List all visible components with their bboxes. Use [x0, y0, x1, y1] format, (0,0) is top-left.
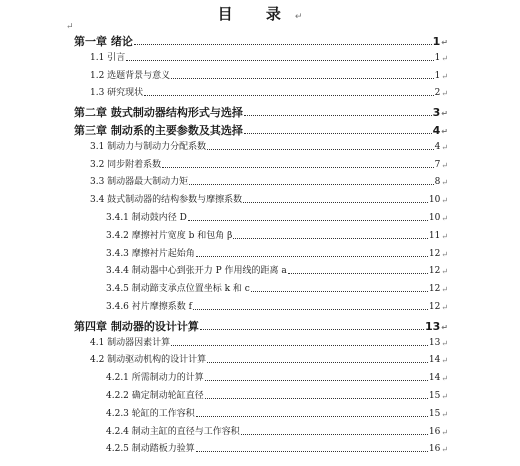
paragraph-mark-icon: ↵	[441, 338, 448, 348]
toc-entry-page-number: 10	[428, 213, 441, 223]
dot-leader	[244, 132, 432, 134]
paragraph-mark-icon: ↵	[441, 231, 448, 241]
paragraph-mark-icon: ↵	[66, 22, 74, 32]
toc-entry-page-number: 14	[428, 373, 441, 384]
toc-entry-label: 4.2.4 制动主缸的直径与工作容积	[106, 426, 240, 437]
toc-entry-label: 3.4.5 制动蹄支承点位置坐标 k 和 c	[106, 284, 250, 295]
toc-entry[interactable]	[106, 410, 448, 419]
toc-entry-label: 3.2 同步附着系数	[90, 159, 162, 170]
paragraph-mark-icon: ↵	[441, 53, 448, 63]
paragraph-mark-icon: ↵	[441, 303, 448, 312]
toc-entry[interactable]	[90, 356, 448, 365]
toc-entry-label: 第二章 鼓式制动器结构形式与选择	[74, 106, 243, 120]
toc-entry-page-number: 13	[424, 319, 441, 333]
paragraph-mark-icon: ↵	[441, 214, 448, 223]
toc-entry[interactable]	[74, 36, 448, 47]
toc-entry[interactable]	[106, 392, 448, 401]
toc-entry-label: 第一章 绪论	[74, 35, 133, 48]
paragraph-mark-icon: ↵	[441, 445, 448, 455]
toc-entry[interactable]	[90, 143, 448, 152]
toc-entry[interactable]	[90, 339, 448, 348]
toc-entry-label: 3.3 制动器最大制动力矩	[90, 177, 189, 188]
toc-entry[interactable]	[106, 285, 448, 294]
toc-entry[interactable]	[90, 72, 448, 81]
toc-entry-page-number: 3	[432, 106, 441, 120]
toc-entry[interactable]	[106, 428, 448, 437]
dot-leader	[162, 166, 433, 168]
dot-leader	[171, 344, 428, 346]
toc-entry[interactable]	[90, 89, 448, 98]
toc-entry[interactable]	[74, 125, 448, 136]
toc-entry[interactable]	[106, 445, 448, 454]
toc-entry-label: 4.1 制动器因素计算	[90, 337, 171, 348]
paragraph-mark-icon: ↵	[441, 196, 448, 206]
toc-entry-page-number: 2	[434, 88, 441, 99]
toc-entry[interactable]	[74, 107, 448, 118]
toc-entry[interactable]	[106, 303, 448, 312]
toc-entry-label: 4.2.2 确定制动轮缸直径	[106, 391, 204, 401]
paragraph-mark-icon: ↵	[441, 427, 448, 437]
toc-entry-page-number: 1	[432, 35, 441, 48]
dot-leader	[241, 433, 428, 435]
dot-leader	[243, 201, 428, 203]
paragraph-mark-icon: ↵	[441, 249, 448, 259]
toc-entry-label: 4.2 制动驱动机构的设计计算	[90, 355, 207, 366]
toc-entry-page-number: 15	[428, 391, 441, 401]
dot-leader	[251, 290, 428, 292]
toc-entry[interactable]	[106, 232, 448, 241]
toc-entry-page-number: 4	[434, 141, 441, 152]
toc-entry[interactable]	[106, 250, 448, 259]
toc-entry[interactable]	[90, 54, 448, 63]
dot-leader	[205, 379, 428, 381]
toc-entry-page-number: 10	[428, 195, 441, 206]
dot-leader	[134, 43, 432, 45]
paragraph-mark-icon: ↵	[441, 374, 448, 384]
toc-entry[interactable]	[106, 374, 448, 383]
dot-leader	[196, 415, 428, 417]
toc-entry[interactable]	[90, 196, 448, 205]
toc-entry-page-number: 16	[428, 444, 441, 455]
paragraph-mark-icon: ↵	[441, 392, 448, 401]
toc-entry-page-number: 13	[428, 337, 441, 348]
toc-entry-page-number: 12	[428, 248, 441, 259]
toc-entry-label: 3.4.1 制动鼓内径 D	[106, 213, 187, 223]
toc-entry-page-number: 15	[428, 408, 441, 419]
toc-entry-label: 3.4.3 摩擦衬片起始角	[106, 248, 195, 259]
dot-leader	[244, 114, 432, 116]
toc-entry[interactable]	[106, 267, 448, 276]
toc-entry-page-number: 14	[428, 355, 441, 366]
toc-entry[interactable]	[74, 321, 448, 332]
paragraph-mark-icon: ↵	[441, 109, 448, 119]
toc-entry-label: 第三章 制动系的主要参数及其选择	[74, 124, 243, 137]
toc-entry-page-number: 16	[428, 426, 441, 437]
page-title: 目 录↵	[217, 5, 303, 23]
toc-entry-label: 3.4.2 摩擦衬片宽度 b 和包角 β	[106, 230, 233, 241]
paragraph-mark-icon: ↵	[441, 160, 448, 170]
paragraph-mark-icon: ↵	[441, 71, 448, 81]
toc-entry[interactable]	[90, 161, 448, 170]
dot-leader	[188, 219, 428, 221]
paragraph-mark-icon: ↵	[441, 267, 448, 277]
paragraph-mark-icon: ↵	[441, 409, 448, 419]
paragraph-mark-icon: ↵	[441, 322, 448, 332]
dot-leader	[233, 237, 428, 239]
toc-entry-page-number: 8	[434, 177, 441, 188]
toc-entry-label: 3.1 制动力与制动力分配系数	[90, 141, 207, 152]
paragraph-mark-icon: ↵	[294, 12, 303, 22]
toc-entry-label: 4.2.1 所需制动力的计算	[106, 373, 204, 384]
toc-entry-page-number: 12	[428, 284, 441, 295]
paragraph-mark-icon: ↵	[441, 285, 448, 295]
toc-entry-page-number: 12	[428, 266, 441, 277]
toc-entry-label: 4.2.5 制动踏板力验算	[106, 444, 195, 455]
paragraph-mark-icon: ↵	[441, 142, 448, 152]
paragraph-mark-icon: ↵	[441, 127, 448, 136]
toc-entry-page-number: 7	[434, 159, 441, 170]
toc-entry-label: 3.4.6 衬片摩擦系数 f	[106, 302, 192, 312]
paragraph-mark-icon: ↵	[441, 89, 448, 99]
paragraph-mark-icon: ↵	[441, 356, 448, 366]
toc-entry-page-number: 1	[434, 52, 441, 63]
toc-entry-label: 4.2.3 轮缸的工作容积	[106, 408, 195, 419]
dot-leader	[200, 328, 424, 330]
dot-leader	[207, 148, 433, 150]
toc-entry-page-number: 12	[428, 302, 441, 312]
dot-leader	[171, 77, 433, 79]
dot-leader	[205, 397, 428, 399]
dot-leader	[196, 450, 428, 452]
toc-entry-page-number: 4	[432, 124, 441, 137]
dot-leader	[207, 361, 428, 363]
toc-entry-label: 3.4 鼓式制动器的结构参数与摩擦系数	[90, 195, 243, 206]
dot-leader	[193, 308, 428, 310]
toc-entry-page-number: 1	[434, 70, 441, 81]
dot-leader	[126, 59, 433, 61]
dot-leader	[189, 183, 433, 185]
toc-entry[interactable]	[90, 178, 448, 187]
toc-entry-label: 1.2 选题背景与意义	[90, 70, 171, 81]
toc-entry-label: 1.3 研究现状	[90, 88, 144, 99]
paragraph-mark-icon: ↵	[441, 38, 448, 47]
toc-entry-label: 1.1 引言	[90, 52, 126, 63]
paragraph-mark-icon: ↵	[441, 178, 448, 188]
toc-entry-label: 第四章 制动器的设计计算	[74, 319, 199, 333]
dot-leader	[144, 94, 433, 96]
toc-entry-page-number: 11	[428, 230, 441, 241]
dot-leader	[288, 272, 428, 274]
dot-leader	[196, 255, 428, 257]
toc-entry[interactable]	[106, 214, 448, 223]
toc-entry-label: 3.4.4 制动器中心到张开力 P 作用线的距离 a	[106, 266, 287, 277]
